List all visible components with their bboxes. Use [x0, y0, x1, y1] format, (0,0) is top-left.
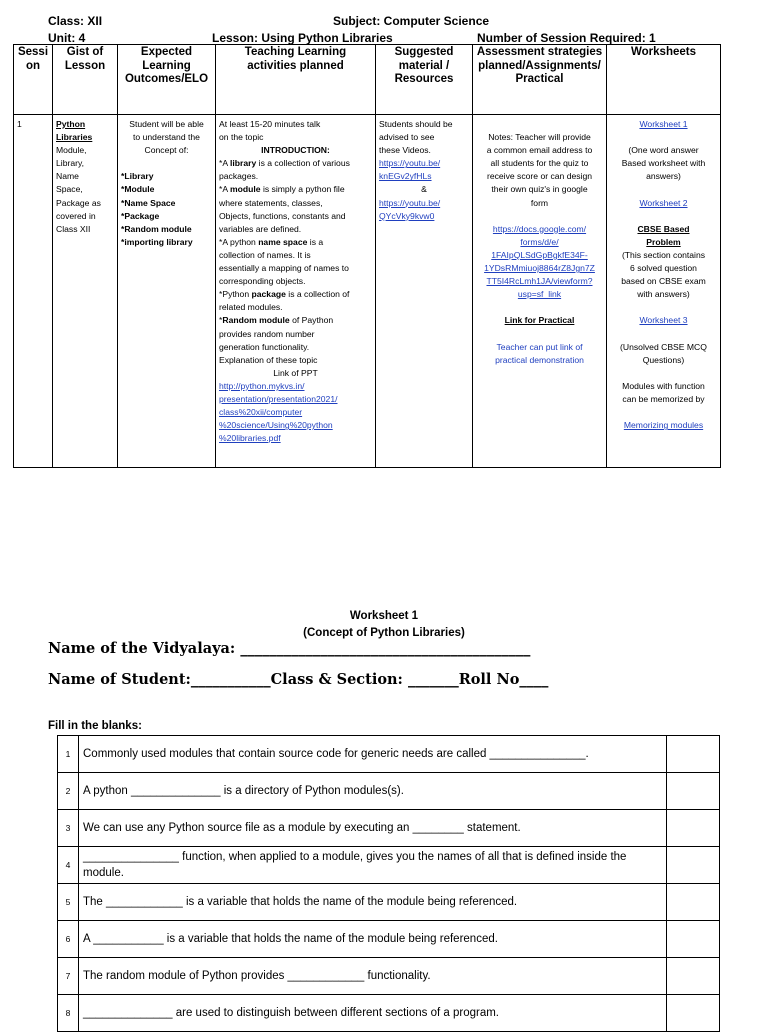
gist-line: Class XII	[56, 223, 91, 234]
activity-line: *A module is simply a python file	[219, 184, 345, 195]
col-header-activities: Teaching Learning activities planned	[216, 45, 376, 115]
student-field[interactable]: Name of Student:___________Class & Section: _______Roll No____	[48, 671, 549, 688]
question-text: A ___________ is a variable that holds the name of the module being referenced.	[79, 921, 667, 958]
table-header-row	[14, 45, 721, 115]
google-form-link[interactable]: 1FAIpQLSdGpBgkfE34F-	[491, 249, 588, 260]
activity-line: generation functionality.	[219, 341, 310, 352]
worksheet-desc: based on CBSE exam	[621, 276, 706, 287]
elo-item: *Name Space	[121, 197, 176, 208]
question-number: 4	[58, 847, 79, 884]
table-row	[58, 773, 720, 810]
activity-line: *A library is a collection of various	[219, 158, 350, 169]
subject-label: Subject: Computer Science	[333, 14, 490, 28]
question-number: 5	[58, 884, 79, 921]
activity-line: on the topic	[219, 132, 264, 143]
activity-line: related modules.	[219, 302, 283, 313]
question-text: We can use any Python source file as a module by executing an ________ statement.	[79, 810, 667, 847]
answer-cell[interactable]	[667, 773, 720, 810]
video-link-2[interactable]: https://youtu.be/	[379, 197, 441, 208]
answer-cell[interactable]	[667, 847, 720, 884]
worksheet-desc: Based worksheet with	[621, 158, 706, 169]
google-form-link[interactable]: usp=sf_link	[517, 289, 562, 300]
ppt-label: Link of PPT	[273, 367, 318, 378]
table-row	[58, 847, 720, 884]
elo-intro: Concept of:	[144, 145, 189, 156]
worksheet-desc: (This section contains	[621, 249, 706, 260]
gist-line: Name	[56, 171, 79, 182]
ppt-link[interactable]: %20libraries.pdf	[219, 433, 281, 444]
practical-link[interactable]: Link for Practical	[504, 315, 575, 326]
question-text: The random module of Python provides ____________ functionality.	[79, 958, 667, 995]
worksheet-subtitle: (Concept of Python Libraries)	[303, 627, 465, 639]
worksheet-title: Worksheet 1	[349, 610, 419, 622]
gist-line: covered in	[56, 210, 96, 221]
assessment-line: a common email address to	[486, 145, 593, 156]
worksheet-1-link[interactable]: Worksheet 1	[639, 119, 688, 129]
col-header-gist: Gist of Lesson	[53, 45, 118, 115]
elo-intro: to understand the	[133, 132, 200, 143]
elo-item: *Package	[121, 210, 160, 221]
col-header-material: Suggested material / Resources	[376, 45, 473, 115]
video-link-1[interactable]: https://youtu.be/	[379, 158, 441, 169]
answer-cell[interactable]	[667, 884, 720, 921]
worksheet-desc: with answers)	[637, 289, 690, 300]
google-form-link[interactable]: https://docs.google.com/	[492, 223, 587, 234]
teacher-note: practical demonstration	[495, 354, 584, 365]
google-form-link[interactable]: 1YDsRMmiuoj8864rZ8Jgn7Z	[484, 263, 595, 274]
assessment-line: form	[530, 197, 549, 208]
table-row	[58, 736, 720, 773]
vidyalaya-field[interactable]: Name of the Vidyalaya: ________________________________________	[48, 640, 531, 657]
questions-table	[57, 735, 720, 1032]
activity-line: Objects, functions, constants and	[219, 210, 346, 221]
worksheet-2-link[interactable]: Worksheet 2	[639, 197, 688, 208]
table-row	[58, 958, 720, 995]
worksheet-desc: Questions)	[642, 354, 685, 365]
activity-line: Explanation of these topic	[219, 354, 318, 365]
gist-title: Python	[56, 119, 86, 129]
introduction-heading: INTRODUCTION:	[261, 145, 330, 156]
table-row	[58, 884, 720, 921]
question-number: 3	[58, 810, 79, 847]
activity-line: variables are defined.	[219, 223, 302, 234]
worksheet-desc: can be memorized by	[622, 393, 705, 404]
activity-line: *Random module of Paython	[219, 315, 334, 326]
answer-cell[interactable]	[667, 995, 720, 1032]
question-text: A python ______________ is a directory of Python modules(s).	[79, 773, 667, 810]
session-number: 1	[17, 119, 22, 129]
unit-label: Unit: 4	[48, 31, 86, 45]
ppt-link[interactable]: class%20xii/computer	[219, 407, 303, 418]
table-row	[58, 995, 720, 1032]
gist-title: Libraries	[56, 132, 93, 143]
worksheet-desc: (One word answer	[628, 145, 699, 156]
gist-cell	[53, 115, 118, 468]
gist-line: Package as	[56, 197, 101, 208]
activity-line: packages.	[219, 171, 259, 182]
table-row	[58, 810, 720, 847]
worksheet-desc: Modules with function	[622, 380, 705, 391]
ppt-link[interactable]: %20science/Using%20python	[219, 420, 333, 431]
ppt-link[interactable]: presentation/presentation2021/	[219, 393, 338, 404]
elo-item: *Module	[121, 184, 155, 195]
gist-line: Module,	[56, 145, 87, 156]
elo-intro: Student will be able	[129, 119, 204, 129]
question-text: _______________ function, when applied to a module, gives you the names of all that is defined inside the module.	[79, 847, 667, 884]
question-text: The ____________ is a variable that holds the name of the module being referenced.	[79, 884, 667, 921]
video-link-1[interactable]: knEGv2yfHLs	[379, 171, 432, 182]
assessment-line: Notes: Teacher will provide	[488, 132, 591, 143]
elo-item: *Library	[121, 171, 154, 182]
gist-line: Library,	[56, 158, 85, 169]
question-text: Commonly used modules that contain source code for generic needs are called _______________.	[79, 736, 667, 773]
activity-line: corresponding objects.	[219, 276, 306, 287]
lesson-plan-table	[13, 44, 721, 468]
question-number: 6	[58, 921, 79, 958]
video-link-2[interactable]: QYcVky9kvw0	[379, 210, 435, 221]
question-number: 7	[58, 958, 79, 995]
activities-cell	[216, 115, 376, 468]
assessment-line: all students for the quiz to	[490, 158, 589, 169]
assessment-line: their own quiz's in google	[491, 184, 588, 195]
google-form-link[interactable]: TT5I4RcLmh1JA/viewform?	[486, 276, 593, 287]
col-header-worksheets: Worksheets	[607, 45, 721, 115]
class-label: Class: XII	[48, 14, 103, 28]
ampersand: &	[421, 184, 427, 195]
col-header-assessment: Assessment strategies planned/Assignments/ Practical	[473, 45, 607, 115]
material-line: these Videos.	[379, 145, 431, 156]
assessment-cell	[473, 115, 607, 468]
worksheets-cell	[607, 115, 721, 468]
activity-line: collection of names. It is	[219, 249, 311, 260]
activity-line: *Python package is a collection of	[219, 289, 350, 300]
teacher-note: Teacher can put link of	[496, 341, 583, 352]
worksheet-desc: (Unsolved CBSE MCQ	[620, 341, 707, 352]
col-header-session: Sessi on	[14, 45, 53, 115]
worksheet-desc: 6 solved question	[630, 263, 697, 274]
answer-cell[interactable]	[667, 958, 720, 995]
worksheet-desc: answers)	[646, 171, 681, 182]
ppt-link[interactable]: http://python.mykvs.in/	[219, 380, 305, 391]
answer-cell[interactable]	[667, 736, 720, 773]
session-cell	[14, 115, 53, 468]
table-row	[14, 115, 721, 468]
activity-line: where statements, classes,	[219, 197, 323, 208]
answer-cell[interactable]	[667, 921, 720, 958]
elo-item: *Random module	[121, 223, 192, 234]
activity-line: provides random number	[219, 328, 315, 339]
question-text: ______________ are used to distinguish between different sections of a program.	[79, 995, 667, 1032]
assessment-line: receive score or can design	[486, 171, 593, 182]
activity-line: essentially a mapping of names to	[219, 263, 349, 274]
activity-line: *A python name space is a	[219, 236, 324, 247]
sessions-label: Number of Session Required: 1	[477, 31, 656, 45]
elo-item: *importing library	[121, 236, 193, 247]
google-form-link[interactable]: forms/d/e/	[520, 236, 559, 247]
material-line: advised to see	[379, 132, 435, 143]
question-number: 1	[58, 736, 79, 773]
memorizing-modules-link[interactable]: Memorizing modules	[623, 420, 704, 431]
col-header-elo: Expected Learning Outcomes/ELO	[118, 45, 216, 115]
elo-cell	[118, 115, 216, 468]
cbse-problem-link[interactable]: CBSE Based	[637, 223, 690, 234]
lesson-label: Lesson: Using Python Libraries	[212, 31, 393, 45]
question-number: 2	[58, 773, 79, 810]
question-number: 8	[58, 995, 79, 1032]
material-cell	[376, 115, 473, 468]
activity-line: At least 15-20 minutes talk	[219, 119, 321, 129]
worksheet-3-link[interactable]: Worksheet 3	[639, 315, 688, 326]
table-row	[58, 921, 720, 958]
fill-blanks-label: Fill in the blanks:	[48, 720, 142, 732]
cbse-problem-link[interactable]: Problem	[646, 236, 681, 247]
gist-line: Space,	[56, 184, 83, 195]
answer-cell[interactable]	[667, 810, 720, 847]
material-line: Students should be	[379, 119, 453, 129]
